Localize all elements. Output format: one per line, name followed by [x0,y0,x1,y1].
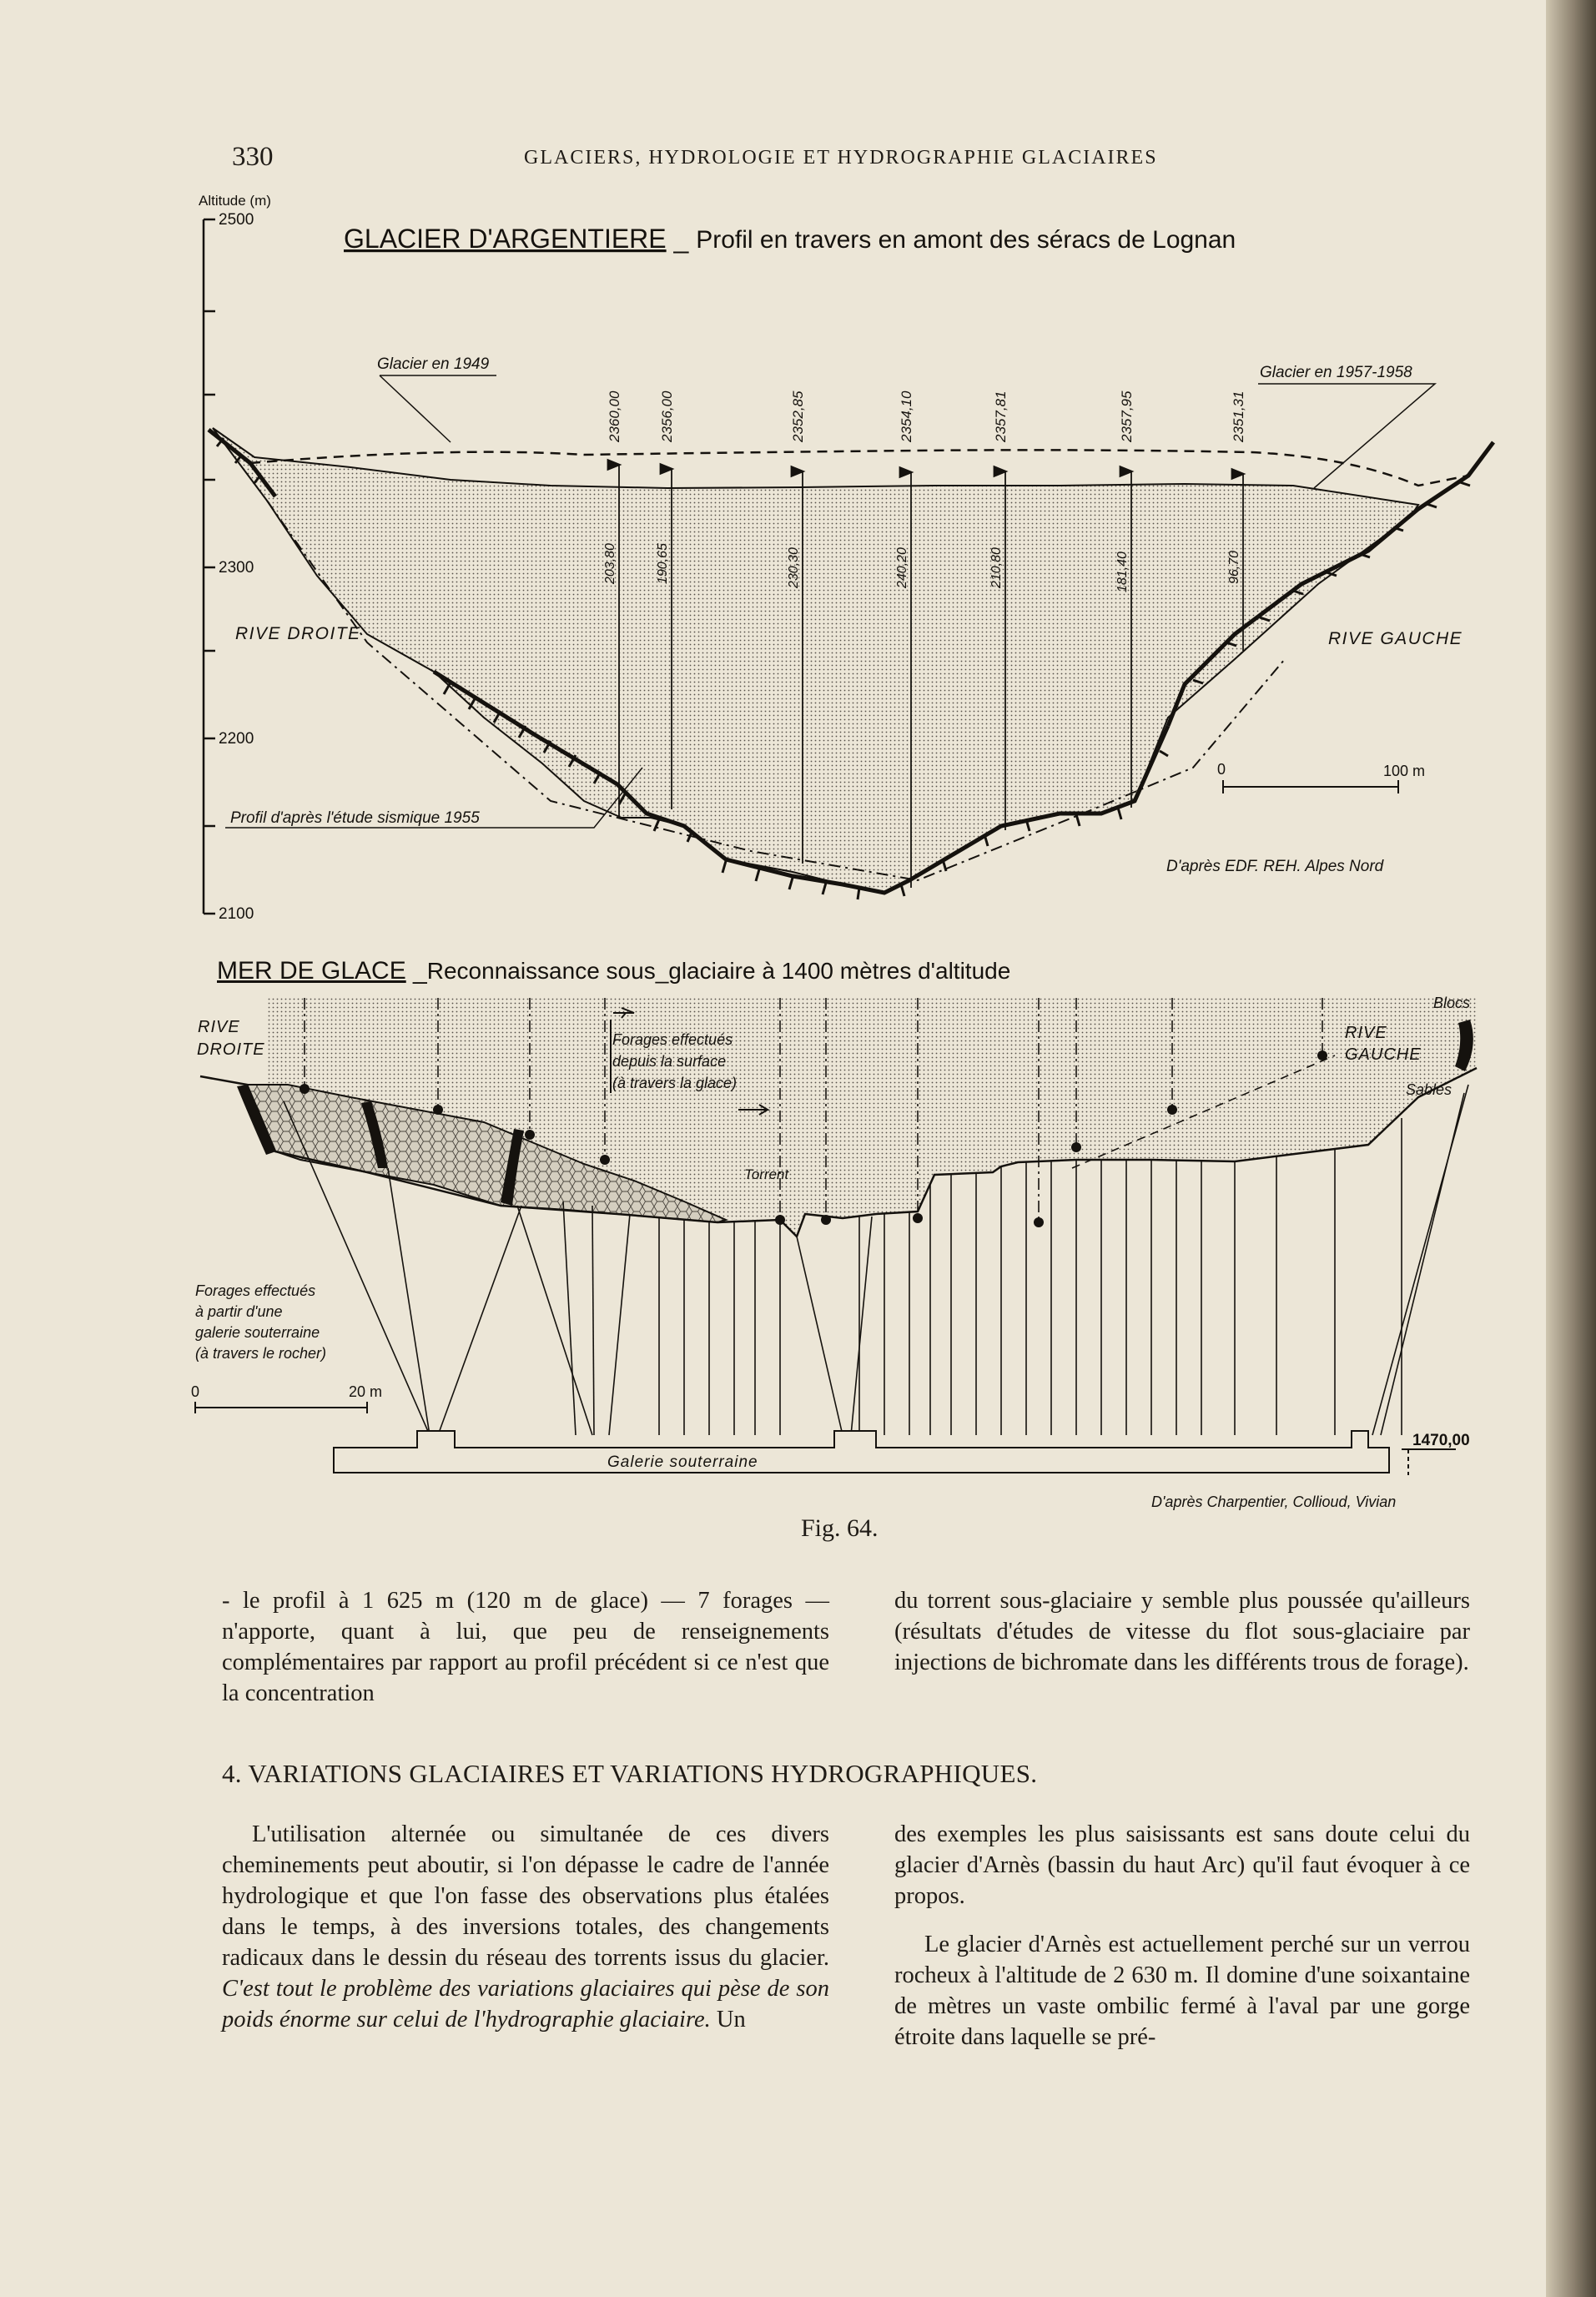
left-paragraph [222,1819,829,2035]
right-column-top [894,1585,1470,1678]
left-para-b: Un [710,2007,746,2033]
thick-label-1: 203,80 [603,543,617,584]
label-rive-droite-top: RIVE DROITE [235,624,361,643]
source-top: D'après EDF. REH. Alpes Nord [1166,858,1384,875]
label-surface-drill-l1: Forages effectués [612,1031,733,1048]
argentiere-title-sep: _ [666,224,697,254]
right-column-bottom [894,1819,1470,2053]
gallery-tunnel [334,1431,1389,1473]
label-seismic: Profil d'après l'étude sismique 1955 [230,809,480,827]
mer-de-glace-section [191,957,1477,1510]
page-number: 330 [232,142,274,172]
left-paragraph-top: - le profil à 1 625 m (120 m de glace) — 7 forages — n'apporte, quant à lui, que peu de renseignements complémentaires par rapport au profil précédent si ce n'est que la concentration [222,1588,829,1706]
y-tick-2300: 2300 [219,559,254,577]
leader-1949 [380,375,496,442]
mer-title-sub: Reconnaissance sous_glaciaire à 1400 mètres d'altitude [426,958,1011,984]
scale-bottom-start: 0 [191,1383,200,1400]
alt-label-7: 2351,31 [1231,390,1246,442]
thick-label-7: 96,70 [1227,550,1241,584]
mer-title-main: MER DE GLACE [217,957,406,985]
thick-label-3: 230,30 [787,547,801,588]
alt-label-6: 2357,95 [1119,390,1135,442]
label-gallery: Galerie souterraine [607,1453,758,1471]
left-column-top [222,1585,829,1709]
figure-caption: Fig. 64. [801,1514,879,1542]
thick-label-6: 181,40 [1115,552,1130,592]
argentiere-title [344,224,1236,254]
label-blocs: Blocs [1433,995,1471,1011]
label-elevation: 1470,00 [1412,1432,1470,1449]
label-glacier-1957: Glacier en 1957-1958 [1260,364,1412,381]
left-para-italic: C'est tout le problème des variations glaciaires qui pèse de son poids énorme sur celui de l'hydrographie glaciaire. [222,1976,829,2033]
argentiere-profile [199,193,1493,923]
section-heading: 4. VARIATIONS GLACIAIRES ET VARIATIONS HYDROGRAPHIQUES. [222,1759,1038,1788]
scale-bar-top [1223,780,1398,793]
y-tick-2500: 2500 [219,211,254,229]
label-gallery-drill-l3: galerie souterraine [195,1324,320,1341]
scale-bar-bottom [195,1402,367,1413]
source-bottom: D'après Charpentier, Collioud, Vivian [1151,1494,1397,1510]
left-para-a: L'utilisation alternée ou simultanée de ces divers cheminements peut aboutir, si l'on dépasse le cadre de l'année hydrologique et que l'on fasse des observations plus étalées dans le temps, à des inversions totales, des changements radicaux dans le dessin du réseau des torrents issus du glacier. [222,1821,829,1971]
altitude-axis [204,219,215,914]
argentiere-title-sub: Profil en travers en amont des séracs de Lognan [696,226,1236,254]
running-title: GLACIERS, HYDROLOGIE ET HYDROGRAPHIE GLACIAIRES [524,147,1158,169]
y-tick-2200: 2200 [219,730,254,748]
mer-title-sep: _ [405,957,427,985]
y-axis-label: Altitude (m) [199,193,271,209]
label-torrent: Torrent [744,1166,789,1182]
alt-label-2: 2356,00 [659,390,675,442]
thick-label-5: 210,80 [989,547,1004,588]
label-rive-gauche-l1: RIVE [1345,1024,1387,1042]
alt-label-5: 2357,81 [993,390,1009,442]
argentiere-title-main: GLACIER D'ARGENTIERE [344,224,667,254]
scale-top-end: 100 m [1383,763,1426,779]
alt-label-3: 2352,85 [790,390,806,442]
label-glacier-1949: Glacier en 1949 [377,355,490,373]
label-sables: Sables [1406,1081,1453,1098]
y-tick-2100: 2100 [219,905,254,923]
label-gallery-drill-l2: à partir d'une [195,1303,283,1320]
mer-de-glace-title [217,957,1010,985]
label-surface-drill-l3: (à travers la glace) [612,1075,738,1091]
label-rive-droite-l2: DROITE [197,1040,265,1059]
right-paragraph-2: Le glacier d'Arnès est actuellement perché sur un verrou rocheux à l'altitude de 2 630 m. Il domine d'une soixantaine de mètres un vaste ombilic fermé à l'aval par une gorge étroite dans laquelle se pré- [894,1932,1470,2050]
label-rive-droite-l1: RIVE [198,1018,240,1036]
right-paragraph-top: du torrent sous-glaciaire y semble plus poussée qu'ailleurs (résultats d'études de vitesse du flot sous-glaciaire par injections de bichromate dans les différents trous de forage). [894,1588,1470,1675]
surface-altitude-labels [607,390,1246,443]
thick-label-2: 190,65 [656,543,670,584]
label-rive-gauche-top: RIVE GAUCHE [1328,629,1463,648]
scale-bottom-end: 20 m [349,1383,383,1400]
label-rive-gauche-l2: GAUCHE [1345,1045,1422,1064]
alt-label-4: 2354,10 [899,390,914,442]
left-column-bottom [222,1819,829,2035]
alt-label-1: 2360,00 [607,390,622,442]
label-surface-drill-l2: depuis la surface [612,1053,727,1070]
leader-1957 [1258,384,1435,488]
scale-top-start: 0 [1217,761,1226,778]
thick-label-4: 240,20 [895,547,909,588]
right-paragraph-1: des exemples les plus saisissants est sans doute celui du glacier d'Arnès (bassin du haut Arc) qu'il faut évoquer à ce propos. [894,1821,1470,1909]
label-gallery-drill-l1: Forages effectués [195,1282,316,1299]
label-gallery-drill-l4: (à travers le rocher) [195,1345,327,1362]
